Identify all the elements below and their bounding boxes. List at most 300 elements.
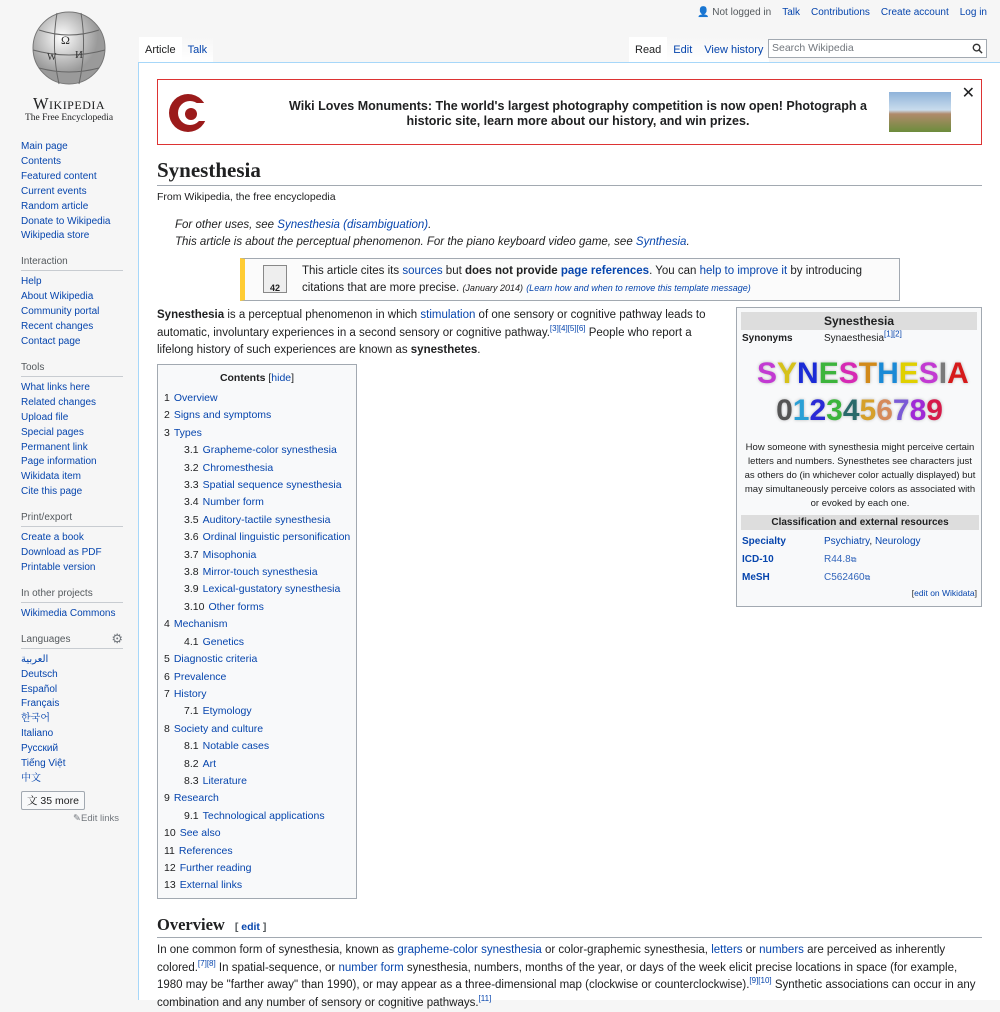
sidebar-item bbox=[21, 546, 138, 561]
icd10-label[interactable]: ICD-10 bbox=[742, 554, 774, 565]
site-sub: From Wikipedia, the free encyclopedia bbox=[157, 191, 336, 203]
languages-heading bbox=[21, 630, 123, 649]
citation-ref[interactable]: [1][2] bbox=[884, 329, 902, 339]
toc-item[interactable] bbox=[164, 512, 350, 529]
notice-text: by introducing citations that are more precise. bbox=[302, 265, 862, 294]
synonyms-value bbox=[824, 329, 902, 344]
toc-item[interactable] bbox=[164, 773, 350, 790]
overview-paragraph bbox=[157, 942, 982, 1012]
close-icon[interactable]: ✕ bbox=[961, 85, 975, 102]
toc-item[interactable] bbox=[164, 599, 350, 616]
more-languages-label: 35 more bbox=[40, 794, 79, 807]
toc-link-prevalence[interactable]: Prevalence bbox=[173, 670, 227, 683]
synesthesia-character: S bbox=[757, 357, 778, 390]
user-icon: 👤 bbox=[697, 7, 710, 18]
sidebar-item bbox=[21, 229, 138, 244]
toc-number: 8.2 bbox=[184, 757, 199, 770]
create-account-link[interactable]: Create account bbox=[880, 7, 949, 18]
stimulation-link[interactable]: stimulation bbox=[420, 309, 476, 321]
tab-article[interactable]: Article bbox=[139, 37, 182, 62]
toc-link-see-also[interactable]: See also bbox=[179, 827, 221, 840]
sidebar-item bbox=[21, 531, 138, 546]
citation-notice-text bbox=[302, 263, 892, 296]
synesthesia-character: N bbox=[797, 357, 819, 390]
language-link-deutsch[interactable]: Deutsch bbox=[21, 668, 58, 680]
toc-item[interactable] bbox=[164, 425, 350, 442]
sidebar-item bbox=[21, 455, 138, 470]
synonyms-text: Synaesthesia bbox=[824, 333, 885, 344]
language-link-0[interactable]: العربية bbox=[21, 653, 49, 665]
lead-paragraph bbox=[157, 307, 717, 360]
infobox-title: Synesthesia bbox=[741, 312, 977, 330]
toc-link-diagnostic-criteria[interactable]: Diagnostic criteria bbox=[173, 653, 258, 666]
synesthesia-character: E bbox=[818, 357, 839, 390]
toc-link-chromesthesia[interactable]: Chromesthesia bbox=[202, 461, 274, 474]
sidebar-item-what-links-here[interactable]: What links here bbox=[21, 381, 90, 393]
sidebar-item-contents[interactable]: Contents bbox=[21, 155, 62, 167]
toc-item[interactable] bbox=[164, 651, 350, 668]
mesh-value bbox=[824, 572, 870, 583]
letters-link[interactable]: letters bbox=[711, 944, 743, 956]
toc-item[interactable] bbox=[164, 669, 350, 686]
number-form-link[interactable]: number form bbox=[338, 961, 404, 974]
page-references-link[interactable]: page references bbox=[560, 265, 650, 277]
toc-number: 9.1 bbox=[184, 809, 199, 822]
grapheme-color-link[interactable]: grapheme-color synesthesia bbox=[397, 944, 542, 956]
sidebar-print bbox=[0, 512, 138, 576]
toc-item[interactable] bbox=[164, 790, 350, 807]
toc-number: 10 bbox=[164, 827, 176, 840]
sidebar-languages bbox=[0, 630, 138, 824]
toc-link-genetics[interactable]: Genetics bbox=[202, 635, 245, 648]
edit-on-wikidata: [edit on Wikidata] bbox=[911, 588, 977, 598]
lead-text: is a perceptual phenomenon in which bbox=[224, 309, 421, 321]
pencil-icon: ✎ bbox=[73, 812, 81, 824]
specialty-label[interactable]: Specialty bbox=[742, 536, 786, 547]
toc-link-number-form[interactable]: Number form bbox=[202, 496, 264, 509]
toc-number: 3 bbox=[164, 426, 170, 439]
synesthesia-character: A bbox=[947, 357, 969, 390]
sidebar-item-cite-this-page[interactable]: Cite this page bbox=[21, 486, 83, 498]
synesthesia-character: 8 bbox=[909, 394, 927, 427]
synesthesia-character: Y bbox=[777, 357, 798, 390]
toc-link-types[interactable]: Types bbox=[173, 426, 202, 439]
toc-link-mirror-touch-synesthesia[interactable]: Mirror-touch synesthesia bbox=[202, 566, 318, 579]
sidebar-item bbox=[21, 155, 138, 170]
synesthesia-character: 2 bbox=[809, 394, 827, 427]
sidebar-item bbox=[21, 335, 138, 350]
talk-link[interactable]: Talk bbox=[782, 7, 800, 18]
specialty-value: Psychiatry, Neurology bbox=[824, 536, 921, 547]
sidebar-item-about-wikipedia[interactable]: About Wikipedia bbox=[21, 291, 94, 303]
sidebar-item-donate-to-wikipedia[interactable]: Donate to Wikipedia bbox=[21, 215, 111, 227]
toc-title-label: Contents bbox=[219, 372, 266, 384]
sidebar-item bbox=[21, 381, 138, 396]
toc-item[interactable] bbox=[164, 390, 350, 407]
sidebar-item-help[interactable]: Help bbox=[21, 276, 42, 288]
synesthesia-character: I bbox=[938, 357, 948, 390]
toc-number: 7 bbox=[164, 687, 170, 700]
other-projects-heading: In other projects bbox=[21, 588, 123, 603]
toc-number: 8.3 bbox=[184, 774, 199, 787]
sidebar-item-recent-changes[interactable]: Recent changes bbox=[21, 321, 94, 333]
overview-heading bbox=[157, 915, 982, 938]
synesthesia-character: 9 bbox=[926, 394, 943, 427]
toc-item[interactable] bbox=[164, 529, 350, 546]
toc-link-misophonia[interactable]: Misophonia bbox=[202, 548, 257, 561]
toc-link-signs-and-symptoms[interactable]: Signs and symptoms bbox=[173, 409, 272, 422]
sidebar-item bbox=[21, 396, 138, 411]
sidebar-item-current-events[interactable]: Current events bbox=[21, 185, 87, 197]
sources-link[interactable]: sources bbox=[402, 265, 443, 277]
toc-link-spatial-sequence-synesthesia[interactable]: Spatial sequence synesthesia bbox=[202, 479, 342, 492]
synesthesia-character: S bbox=[838, 357, 859, 390]
language-link-ti-ng-vi-t[interactable]: Tiếng Việt bbox=[21, 758, 66, 770]
sidebar-item-download-as-pdf[interactable]: Download as PDF bbox=[21, 547, 102, 559]
sidebar-item-wikidata-item[interactable]: Wikidata item bbox=[21, 471, 82, 483]
sidebar-item-featured-content[interactable]: Featured content bbox=[21, 170, 97, 182]
sidebar-item-special-pages[interactable]: Special pages bbox=[21, 426, 84, 438]
sidebar-item-printable-version[interactable]: Printable version bbox=[21, 561, 96, 573]
toc-item[interactable] bbox=[164, 460, 350, 477]
sidebar-item bbox=[21, 290, 138, 305]
synesthesia-character: 1 bbox=[792, 394, 810, 427]
sidebar-item bbox=[21, 200, 138, 215]
toc-number: 7.1 bbox=[184, 705, 199, 718]
toc-link-technological-applications[interactable]: Technological applications bbox=[202, 809, 325, 822]
sidebar bbox=[0, 140, 138, 836]
sidebar-item bbox=[21, 697, 138, 712]
overview-text: In spatial-sequence, or bbox=[215, 961, 339, 974]
sidebar-item bbox=[21, 305, 138, 320]
lead-text: of one sensory or cognitive pathway leads to automatic, involuntary experiences in a second sensory or cognitive pathway. bbox=[157, 309, 706, 339]
toc-number: 2 bbox=[164, 409, 170, 422]
namespace-tabs bbox=[139, 37, 213, 62]
icd10-link[interactable]: R44.8 bbox=[824, 554, 851, 565]
sidebar-interaction bbox=[0, 256, 138, 350]
toc-item[interactable] bbox=[164, 442, 350, 459]
notice-text: but bbox=[442, 265, 465, 277]
numbers-link[interactable]: numbers bbox=[759, 944, 804, 956]
overview-text: In one common form of synesthesia, known as bbox=[157, 944, 398, 956]
sidebar-item bbox=[21, 727, 138, 742]
sidebar-item bbox=[21, 712, 138, 727]
sidebar-item bbox=[21, 441, 138, 456]
sidebar-item bbox=[21, 275, 138, 290]
disambiguation-link[interactable]: Synesthesia (disambiguation) bbox=[277, 219, 429, 231]
toc-hide-toggle[interactable]: [hide] bbox=[268, 372, 295, 384]
sidebar-item-wikimedia-commons[interactable]: Wikimedia Commons bbox=[21, 607, 116, 619]
login-link[interactable]: Log in bbox=[959, 7, 987, 18]
sidebar-item bbox=[21, 170, 138, 185]
toc-link-other-forms[interactable]: Other forms bbox=[208, 600, 264, 613]
icd10-value bbox=[824, 554, 856, 565]
toc-link-literature[interactable]: Literature bbox=[202, 774, 247, 787]
tab-read[interactable]: Read bbox=[629, 37, 667, 62]
sidebar-item-related-changes[interactable]: Related changes bbox=[21, 396, 97, 408]
synesthesia-character: 0 bbox=[776, 394, 793, 427]
puzzle-globe-icon bbox=[17, 10, 121, 90]
toc-number: 1 bbox=[164, 392, 170, 404]
sidebar-item bbox=[21, 668, 138, 683]
sidebar-other-projects bbox=[0, 588, 138, 622]
overview-heading-label: Overview bbox=[157, 915, 225, 934]
not-logged-in bbox=[697, 7, 771, 18]
language-link-8[interactable]: 中文 bbox=[21, 773, 41, 784]
more-languages-button[interactable] bbox=[21, 791, 85, 810]
help-improve-link[interactable]: help to improve it bbox=[699, 265, 788, 277]
central-notice-banner[interactable] bbox=[157, 79, 982, 145]
language-link-fran-ais[interactable]: Français bbox=[21, 698, 60, 710]
citation-notice bbox=[240, 258, 900, 301]
overview-text: synesthesia, numbers, months of the year, or days of the week elicit precise locations in space (for example, 1980 may be "farther away" than 1990), or may appear as a three-dimensional map (clockwise or counterclockwise). bbox=[157, 961, 958, 991]
synthesia-link[interactable]: Synthesia bbox=[635, 236, 687, 248]
sidebar-item bbox=[21, 485, 138, 500]
neurology-link[interactable]: Neurology bbox=[874, 536, 921, 547]
sidebar-item-page-information[interactable]: Page information bbox=[21, 456, 97, 468]
toc-number: 3.9 bbox=[184, 583, 199, 596]
toc-item[interactable] bbox=[164, 877, 350, 894]
synesthesia-image[interactable] bbox=[757, 356, 969, 431]
search-icon[interactable] bbox=[972, 43, 983, 54]
toc-link-notable-cases[interactable]: Notable cases bbox=[202, 740, 270, 753]
print-heading: Print/export bbox=[21, 512, 123, 527]
toc-number: 8.1 bbox=[184, 740, 199, 753]
sidebar-item bbox=[21, 561, 138, 576]
external-link-icon: ⧉ bbox=[850, 555, 857, 564]
notice-text: . You can bbox=[649, 265, 700, 277]
mesh-label[interactable]: MeSH bbox=[742, 572, 770, 583]
mesh-link[interactable]: C562460 bbox=[824, 572, 865, 583]
synesthesia-character: 3 bbox=[826, 394, 843, 427]
toc-item[interactable] bbox=[164, 703, 350, 720]
toc-title bbox=[164, 372, 350, 384]
overview-text: Synthetic associations can occur in any combination and any number of sensory or cognitive pathways. bbox=[157, 979, 976, 1009]
toc-number: 3.8 bbox=[184, 566, 199, 579]
citation-ref[interactable]: [7][8] bbox=[197, 958, 216, 968]
infobox-caption: How someone with synesthesia might perceive certain letters and numbers. Synesthetes see characters just as others do (in whichever color actually displayed) but may simultaneously perceive colors as associated with or evoked by each one. bbox=[744, 442, 976, 509]
book-icon: 42 bbox=[263, 265, 287, 293]
synesthesia-character: T bbox=[858, 357, 878, 390]
synesthesia-character: 7 bbox=[892, 394, 910, 427]
tab-edit[interactable]: Edit bbox=[667, 37, 698, 62]
sidebar-item bbox=[21, 185, 138, 200]
hatnote-text: This article is about the perceptual phenomenon. For the piano keyboard video game, see bbox=[175, 236, 636, 248]
toc-number: 5 bbox=[164, 653, 170, 666]
toc-number: 3.6 bbox=[184, 531, 199, 544]
not-logged-in-label: Not logged in bbox=[712, 7, 772, 18]
banner-text: Wiki Loves Monuments: The world's largest photography competition is now open! Photograph a historic site, learn more about our history, and win prizes. bbox=[289, 99, 867, 128]
sidebar-item bbox=[21, 140, 138, 155]
contributions-link[interactable]: Contributions bbox=[811, 7, 870, 18]
toc-hide-link[interactable]: hide bbox=[271, 372, 292, 384]
hatnote-text: . bbox=[428, 219, 432, 231]
castle-image bbox=[889, 92, 951, 132]
sidebar-item bbox=[21, 470, 138, 485]
toc-number: 3.2 bbox=[184, 461, 199, 474]
logo-wordmark: Wikipedia bbox=[32, 94, 106, 113]
lead-text: . bbox=[477, 344, 481, 356]
toc-item[interactable] bbox=[164, 825, 350, 842]
hatnote-text: . bbox=[686, 236, 690, 248]
sidebar-item-random-article[interactable]: Random article bbox=[21, 200, 89, 212]
toc-number: 9 bbox=[164, 792, 170, 805]
citation-ref[interactable]: [9][10] bbox=[749, 976, 772, 986]
infobox bbox=[736, 307, 982, 607]
toc-item[interactable] bbox=[164, 547, 350, 564]
toc-item[interactable] bbox=[164, 564, 350, 581]
translate-icon: 文 bbox=[27, 794, 38, 807]
sidebar-item-community-portal[interactable]: Community portal bbox=[21, 306, 100, 318]
toc-item[interactable] bbox=[164, 581, 350, 598]
edit-on-wikidata-link[interactable]: edit on Wikidata bbox=[914, 588, 975, 598]
overview-text: or bbox=[742, 944, 760, 956]
sidebar-item bbox=[21, 653, 138, 668]
citation-ref[interactable]: [11] bbox=[478, 993, 492, 1003]
sidebar-item-contact-page[interactable]: Contact page bbox=[21, 335, 81, 347]
toc-item[interactable] bbox=[164, 634, 350, 651]
sidebar-item bbox=[21, 215, 138, 230]
toc-link-references[interactable]: References bbox=[178, 844, 233, 857]
page-title: Synesthesia bbox=[157, 158, 982, 186]
tools-heading: Tools bbox=[21, 362, 123, 377]
toc-number: 8 bbox=[164, 722, 170, 735]
toc-link-society-and-culture[interactable]: Society and culture bbox=[173, 722, 264, 735]
toc-item[interactable] bbox=[164, 407, 350, 424]
toc-item[interactable] bbox=[164, 756, 350, 773]
language-link-italiano[interactable]: Italiano bbox=[21, 728, 54, 740]
toc-number: 3.3 bbox=[184, 479, 199, 492]
synesthesia-character: H bbox=[877, 357, 899, 390]
toc-item[interactable] bbox=[164, 494, 350, 511]
toc-item[interactable] bbox=[164, 721, 350, 738]
toc-number: 12 bbox=[164, 861, 176, 874]
toc-link-grapheme-color-synesthesia[interactable]: Grapheme-color synesthesia bbox=[202, 444, 337, 457]
toc-number: 3.5 bbox=[184, 513, 199, 526]
language-link-4[interactable]: 한국어 bbox=[21, 713, 50, 725]
citation-ref[interactable]: [3][4][5][6] bbox=[549, 323, 586, 333]
search-placeholder: Search Wikipedia bbox=[772, 42, 854, 54]
view-tabs bbox=[629, 37, 769, 62]
toc-number: 3.1 bbox=[184, 444, 199, 457]
languages-heading-label: Languages bbox=[21, 633, 71, 645]
svg-text:Ω: Ω bbox=[61, 33, 70, 47]
synesthesia-character: 6 bbox=[876, 394, 893, 427]
sidebar-item-main-page[interactable]: Main page bbox=[21, 141, 68, 152]
lead-bold-term: Synesthesia bbox=[157, 309, 225, 321]
toc-link-lexical-gustatory-synesthesia[interactable]: Lexical-gustatory synesthesia bbox=[202, 583, 341, 596]
tab-talk[interactable]: Talk bbox=[182, 37, 214, 62]
edit-links[interactable] bbox=[21, 813, 119, 824]
toc-item[interactable] bbox=[164, 686, 350, 703]
toc-link-etymology[interactable]: Etymology bbox=[202, 705, 252, 718]
remove-template-link[interactable]: (Learn how and when to remove this template message) bbox=[526, 282, 751, 293]
search-input[interactable] bbox=[768, 39, 987, 58]
svg-text:И: И bbox=[75, 49, 83, 61]
toc-link-mechanism[interactable]: Mechanism bbox=[173, 618, 228, 631]
edit-links-label: Edit links bbox=[80, 812, 119, 824]
toc-link-art[interactable]: Art bbox=[202, 757, 217, 770]
sidebar-item bbox=[21, 607, 138, 622]
language-link-espa-ol[interactable]: Español bbox=[21, 683, 58, 695]
tab-view-history[interactable]: View history bbox=[698, 37, 769, 62]
section-edit: [ edit ] bbox=[234, 921, 267, 933]
sidebar-item bbox=[21, 320, 138, 335]
sidebar-item bbox=[21, 683, 138, 698]
toc-link-external-links[interactable]: External links bbox=[179, 879, 243, 892]
logo-tagline: The Free Encyclopedia bbox=[24, 113, 114, 123]
sidebar-tools bbox=[0, 362, 138, 500]
lead-bold-term: synesthetes bbox=[410, 344, 478, 356]
toc-number: 4 bbox=[164, 618, 170, 631]
classification-heading: Classification and external resources bbox=[741, 515, 979, 530]
toc-item[interactable] bbox=[164, 616, 350, 633]
external-link-icon: ⧉ bbox=[864, 573, 871, 582]
toc-item[interactable] bbox=[164, 860, 350, 877]
svg-text:W: W bbox=[47, 52, 57, 63]
notice-date: (January 2014) bbox=[462, 282, 523, 293]
sidebar-item-permanent-link[interactable]: Permanent link bbox=[21, 441, 88, 453]
sidebar-item bbox=[21, 772, 138, 787]
hatnote-about bbox=[175, 236, 690, 248]
toc-link-history[interactable]: History bbox=[173, 687, 207, 700]
toc-number: 3.10 bbox=[184, 600, 205, 613]
toc-link-research[interactable]: Research bbox=[173, 792, 219, 805]
hatnote-disambiguation bbox=[175, 219, 431, 231]
notice-bold: does not provide bbox=[465, 265, 561, 277]
sidebar-item bbox=[21, 742, 138, 757]
toc-link-ordinal-linguistic-personification[interactable]: Ordinal linguistic personification bbox=[202, 531, 351, 544]
sidebar-navigation bbox=[0, 140, 138, 244]
sidebar-item bbox=[21, 426, 138, 441]
main-content bbox=[138, 62, 1000, 1009]
toc-link-further-reading[interactable]: Further reading bbox=[179, 861, 252, 874]
synesthesia-character: 5 bbox=[859, 394, 877, 427]
toc-number: 11 bbox=[164, 844, 175, 857]
notice-text: This article cites its bbox=[302, 265, 403, 277]
toc-number: 4.1 bbox=[184, 635, 199, 648]
language-link-6[interactable]: Русский bbox=[21, 743, 59, 755]
toc-link-auditory-tactile-synesthesia[interactable]: Auditory-tactile synesthesia bbox=[202, 513, 331, 526]
section-edit-link[interactable]: edit bbox=[241, 921, 260, 933]
lead-text: People who report a lifelong history of such experiences are known as bbox=[157, 326, 692, 356]
table-of-contents bbox=[157, 364, 357, 899]
sidebar-item bbox=[21, 411, 138, 426]
toc-item[interactable] bbox=[164, 843, 350, 860]
sidebar-item-wikipedia-store[interactable]: Wikipedia store bbox=[21, 230, 90, 242]
overview-text: or color-graphemic synesthesia, bbox=[541, 944, 712, 956]
synesthesia-character: 4 bbox=[842, 394, 860, 427]
gear-icon[interactable]: ⚙ bbox=[111, 630, 123, 646]
interaction-heading: Interaction bbox=[21, 256, 123, 271]
synesthesia-character: S bbox=[918, 357, 939, 390]
toc-link-overview[interactable]: Overview bbox=[173, 392, 218, 404]
personal-tools bbox=[697, 7, 987, 18]
wikipedia-logo[interactable] bbox=[17, 10, 121, 125]
synesthesia-character: E bbox=[898, 357, 919, 390]
sidebar-item-upload-file[interactable]: Upload file bbox=[21, 411, 69, 423]
toc-item[interactable] bbox=[164, 738, 350, 755]
toc-item[interactable] bbox=[164, 808, 350, 825]
hatnote-text: For other uses, see bbox=[175, 219, 278, 231]
psychiatry-link[interactable]: Psychiatry bbox=[824, 536, 870, 547]
overview-text: are perceived as inherently colored. bbox=[157, 944, 946, 974]
sidebar-item-create-a-book[interactable]: Create a book bbox=[21, 532, 84, 544]
toc-number: 3.7 bbox=[184, 548, 199, 561]
wiki-loves-monuments-icon bbox=[168, 91, 214, 135]
toc-item[interactable] bbox=[164, 477, 350, 494]
synonyms-label: Synonyms bbox=[742, 333, 793, 344]
